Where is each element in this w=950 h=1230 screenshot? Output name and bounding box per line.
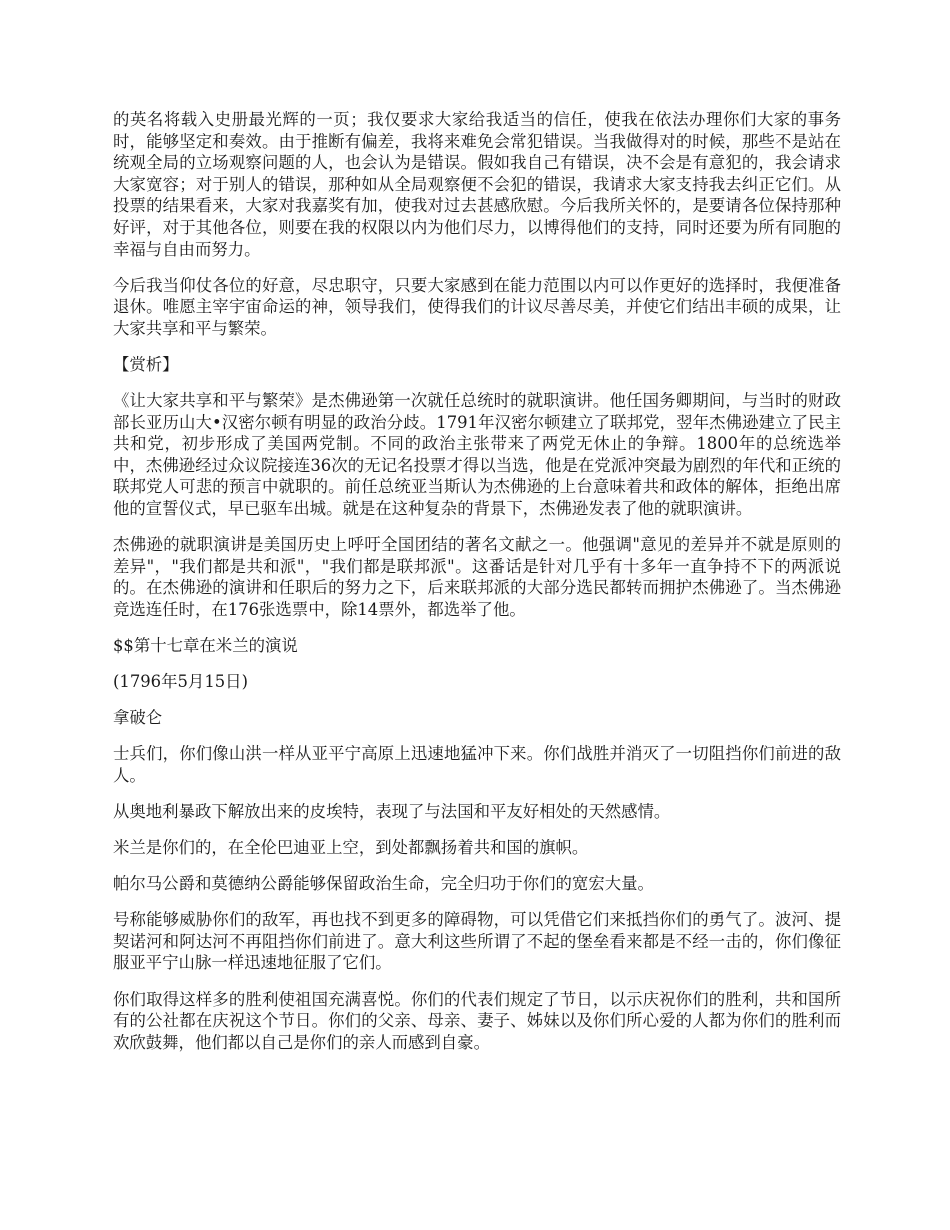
speech-paragraph: 你们取得这样多的胜利使祖国充满喜悦。你们的代表们规定了节日，以示庆祝你们的胜利，共和国所有的公社都在庆祝这个节日。你们的父亲、母亲、妻子、姊妹以及你们所心爱的人都为你们的胜利而欢欣鼓舞，他们都以自己是你们的亲人而感到自豪。 bbox=[113, 989, 841, 1052]
speech-date: (1796年5月15日) bbox=[113, 672, 248, 692]
speech-paragraph: 号称能够威胁你们的敌军，再也找不到更多的障碍物，可以凭借它们来抵挡你们的勇气了。波河、提契诺河和阿达河不再阻挡你们前进了。意大利这些所谓了不起的堡垒看来都是不经一击的，你们像征服亚平宁山脉一样迅速地征服了它们。 bbox=[113, 910, 841, 973]
speech-paragraph: 从奥地利暴政下解放出来的皮埃特，表现了与法国和平友好相处的天然感情。 bbox=[113, 801, 671, 821]
paragraph-inaugural-ending: 的英名将载入史册最光辉的一页；我仅要求大家给我适当的信任，使我在依法办理你们大家的事务时，能够坚定和奏效。由于推断有偏差，我将来难免会常犯错误。当我做得对的时候，那些不是站在统观全局的立场观察问题的人，也会认为是错误。假如我自己有错误，决不会是有意犯的，我会请求大家宽容；对于别人的错误，那种如从全局观察便不会犯的错误，我请求大家支持我去纠正它们。从投票的结果看来，大家对我嘉奖有加，使我对过去甚感欣慰。今后我所关怀的，是要请各位保持那种好评，对于其他各位，则要在我的权限以内为他们尽力，以博得他们的支持，同时还要为所有同胞的幸福与自由而努力。 bbox=[113, 110, 841, 259]
paragraph-appreciation-significance: 杰佛逊的就职演讲是美国历史上呼吁全国团结的著名文献之一。他强调"意见的差异并不就是原则的差异"，"我们都是共和派"，"我们都是联邦派"。这番话是针对几乎有十多年一直争持不下的两派说的。在杰佛逊的演讲和任职后的努力之下，后来联邦派的大部分选民都转而拥护杰佛逊了。当杰佛逊竞选连任时，在176张选票中，除14票外，都选举了他。 bbox=[113, 535, 841, 619]
paragraph-appreciation-background: 《让大家共享和平与繁荣》是杰佛逊第一次就任总统时的就职演讲。他任国务卿期间，与当时的财政部长亚历山大•汉密尔顿有明显的政治分歧。1791年汉密尔顿建立了联邦党，翌年杰佛逊建立了民主共和党，初步形成了美国两党制。不同的政治主张带来了两党无休止的争辩。1800年的总统选举中，杰佛逊经过众议院接连36次的无记名投票才得以当选，他是在党派冲突最为剧烈的年代和正统的联邦党人可悲的预言中就职的。前任总统亚当斯认为杰佛逊的上台意味着共和政体的解体，拒绝出席他的宣誓仪式，早已驱车出城。就是在这种复杂的背景下，杰佛逊发表了他的就职演讲。 bbox=[113, 391, 841, 518]
chapter-title: $$第十七章在米兰的演说 bbox=[113, 635, 298, 655]
document-page bbox=[113, 109, 841, 1068]
speech-paragraph: 帕尔马公爵和莫德纳公爵能够保留政治生命，完全归功于你们的宽宏大量。 bbox=[113, 874, 654, 894]
speech-paragraph: 士兵们，你们像山洪一样从亚平宁高原上迅速地猛冲下来。你们战胜并消灭了一切阻挡你们前进的敌人。 bbox=[113, 744, 841, 785]
speech-paragraph: 米兰是你们的，在全伦巴迪亚上空，到处都飘扬着共和国的旗帜。 bbox=[113, 838, 589, 858]
section-label-appreciation: 【赏析】 bbox=[113, 354, 179, 374]
paragraph-inaugural-closing: 今后我当仰仗各位的好意，尽忠职守，只要大家感到在能力范围以内可以作更好的选择时，我便准备退休。唯愿主宰宇宙命运的神，领导我们，使得我们的计议尽善尽美，并使它们结出丰硕的成果，让大家共享和平与繁荣。 bbox=[113, 275, 841, 338]
speech-author: 拿破仑 bbox=[113, 708, 163, 728]
